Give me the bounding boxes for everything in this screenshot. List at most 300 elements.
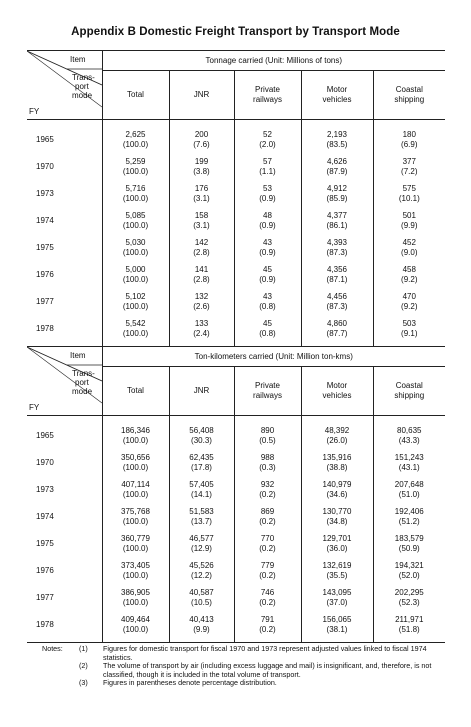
cell-total: [102, 261, 169, 288]
cell-value: 932: [260, 479, 275, 489]
cell-total: [102, 611, 169, 643]
cell-priv: [234, 288, 301, 315]
cell-total: [102, 416, 169, 450]
cell-percentage: (100.0): [122, 247, 149, 257]
col-private: Private railways: [234, 367, 301, 416]
fiscal-year: 1974: [36, 511, 54, 521]
cell-percentage: (100.0): [122, 166, 149, 176]
cell-value: 141: [194, 264, 209, 274]
cell-priv: [234, 584, 301, 611]
cell-percentage: (3.8): [193, 166, 210, 176]
cell-value: 192,406: [394, 506, 424, 516]
cell-percentage: (9.2): [401, 274, 418, 284]
cell-motor: [301, 120, 373, 154]
cell-value: 194,321: [394, 560, 424, 570]
cell-total: [102, 180, 169, 207]
cell-jnr: [169, 611, 234, 643]
tonnage-body: [27, 120, 445, 347]
corner-fy-label: FY: [29, 107, 40, 116]
cell-percentage: (0.8): [259, 301, 276, 311]
cell-coastal: [373, 234, 445, 261]
cell-motor: [301, 557, 373, 584]
cell-value: 132: [194, 291, 209, 301]
cell-value: 57,405: [189, 479, 214, 489]
cell-value: 360,779: [121, 533, 150, 543]
cell-percentage: (17.8): [191, 462, 212, 472]
fiscal-year: 1965: [36, 430, 54, 440]
fiscal-year: 1977: [36, 592, 54, 602]
cell-value: 988: [260, 452, 275, 462]
tonnage-unit-header: Tonnage carried (Unit: Millions of tons): [102, 51, 445, 71]
table-row: [27, 120, 445, 154]
cell-value: 53: [263, 183, 272, 193]
cell-percentage: (7.2): [401, 166, 418, 176]
fiscal-year: 1974: [36, 215, 54, 225]
col-jnr: JNR: [169, 367, 234, 416]
cell-priv: [234, 180, 301, 207]
tonkm-body: [27, 416, 445, 643]
cell-percentage: (100.0): [122, 139, 149, 149]
cell-value: 869: [260, 506, 275, 516]
fiscal-year: 1973: [36, 188, 54, 198]
col-coastal: Coastal shipping: [373, 71, 445, 120]
cell-percentage: (3.1): [193, 220, 210, 230]
cell-value: 503: [402, 318, 416, 328]
cell-value: 4,626: [326, 156, 348, 166]
cell-value: 156,065: [322, 614, 352, 624]
cell-motor: [301, 234, 373, 261]
cell-percentage: (0.9): [259, 247, 276, 257]
cell-priv: [234, 530, 301, 557]
page-title: Appendix B Domestic Freight Transport by Transport Mode: [71, 26, 400, 38]
cell-coastal: [373, 153, 445, 180]
cell-percentage: (51.2): [398, 516, 420, 526]
cell-value: 5,000: [125, 264, 146, 274]
cell-percentage: (12.2): [191, 570, 212, 580]
cell-percentage: (30.3): [191, 435, 212, 445]
fiscal-year: 1970: [36, 457, 54, 467]
table-row: [27, 503, 445, 530]
cell-value: 779: [260, 560, 275, 570]
cell-coastal: [373, 557, 445, 584]
fiscal-year: 1976: [36, 565, 54, 575]
cell-motor: [301, 288, 373, 315]
cell-percentage: (100.0): [122, 489, 149, 499]
cell-value: 45: [263, 318, 272, 328]
cell-percentage: (86.1): [326, 220, 348, 230]
notes: [42, 645, 452, 688]
cell-value: 40,587: [189, 587, 214, 597]
cell-priv: [234, 261, 301, 288]
cell-coastal: [373, 584, 445, 611]
table-row: [27, 207, 445, 234]
cell-percentage: (100.0): [122, 301, 149, 311]
cell-percentage: (51.8): [398, 624, 420, 634]
cell-percentage: (100.0): [122, 328, 149, 338]
cell-coastal: [373, 476, 445, 503]
cell-percentage: (100.0): [122, 597, 149, 607]
cell-percentage: (9.9): [401, 220, 418, 230]
cell-total: [102, 449, 169, 476]
cell-priv: [234, 120, 301, 154]
table-row: [27, 234, 445, 261]
col-total: Total: [102, 71, 169, 120]
corner-fy-label: FY: [29, 403, 40, 412]
cell-percentage: (2.0): [259, 139, 276, 149]
cell-value: 373,405: [121, 560, 150, 570]
cell-value: 202,295: [394, 587, 424, 597]
cell-value: 377: [402, 156, 416, 166]
cell-motor: [301, 503, 373, 530]
col-private: Private railways: [234, 71, 301, 120]
cell-percentage: (34.6): [326, 489, 348, 499]
cell-value: 770: [260, 533, 275, 543]
corner-mode-line2: port: [75, 82, 89, 91]
cell-percentage: (0.2): [259, 516, 276, 526]
cell-percentage: (87.9): [326, 166, 348, 176]
cell-value: 143,095: [322, 587, 352, 597]
corner-mode-line1: Trans-: [72, 73, 95, 82]
cell-percentage: (38.8): [326, 462, 348, 472]
cell-motor: [301, 476, 373, 503]
cell-value: 4,356: [326, 264, 348, 274]
cell-percentage: (100.0): [122, 516, 149, 526]
cell-percentage: (38.1): [326, 624, 348, 634]
cell-value: 5,030: [125, 237, 146, 247]
cell-value: 133: [194, 318, 209, 328]
cell-jnr: [169, 449, 234, 476]
cell-value: 140,979: [322, 479, 352, 489]
cell-motor: [301, 416, 373, 450]
table-row: [27, 476, 445, 503]
cell-percentage: (37.0): [326, 597, 348, 607]
cell-value: 130,770: [322, 506, 352, 516]
cell-value: 791: [260, 614, 275, 624]
cell-percentage: (13.7): [191, 516, 212, 526]
cell-value: 4,912: [326, 183, 348, 193]
cell-percentage: (2.8): [193, 274, 210, 284]
cell-percentage: (2.6): [193, 301, 210, 311]
table-row: [27, 557, 445, 584]
cell-value: 4,456: [326, 291, 348, 301]
cell-jnr: [169, 261, 234, 288]
cell-percentage: (100.0): [122, 543, 149, 553]
note-2: (2) The volume of transport by air (including excess luggage and mail) is insignificant, and, therefore, is not classified, though it is included in the total volume of transport.: [79, 661, 432, 679]
cell-value: 407,114: [121, 479, 150, 489]
fiscal-year: 1973: [36, 484, 54, 494]
cell-total: [102, 234, 169, 261]
cell-percentage: (10.1): [398, 193, 420, 203]
cell-value: 501: [402, 210, 416, 220]
cell-percentage: (100.0): [122, 193, 149, 203]
fiscal-year: 1978: [27, 315, 102, 347]
cell-coastal: [373, 180, 445, 207]
cell-value: 183,579: [394, 533, 424, 543]
cell-motor: [301, 530, 373, 557]
cell-percentage: (83.5): [326, 139, 348, 149]
cell-value: 4,393: [326, 237, 348, 247]
cell-percentage: (100.0): [122, 462, 149, 472]
cell-value: 5,102: [125, 291, 146, 301]
cell-value: 45,526: [189, 560, 214, 570]
corner-mode-line2: port: [75, 378, 89, 387]
fiscal-year: 1978: [27, 611, 102, 643]
cell-value: 151,243: [394, 452, 424, 462]
cell-percentage: (34.8): [326, 516, 348, 526]
cell-percentage: (26.0): [326, 435, 348, 445]
table-row: [27, 180, 445, 207]
cell-coastal: [373, 261, 445, 288]
cell-value: 4,860: [326, 318, 348, 328]
cell-value: 2,625: [125, 129, 146, 139]
cell-percentage: (85.9): [326, 193, 348, 203]
cell-percentage: (87.3): [326, 247, 348, 257]
cell-percentage: (43.1): [398, 462, 420, 472]
cell-total: [102, 503, 169, 530]
cell-jnr: [169, 120, 234, 154]
cell-percentage: (51.0): [398, 489, 420, 499]
cell-value: 80,635: [397, 425, 422, 435]
cell-percentage: (0.8): [259, 328, 276, 338]
cell-percentage: (36.0): [326, 543, 348, 553]
cell-value: 458: [402, 264, 416, 274]
notes-label: Notes:: [42, 644, 63, 653]
cell-value: 199: [194, 156, 209, 166]
cell-coastal: [373, 288, 445, 315]
cell-percentage: (9.0): [401, 247, 418, 257]
cell-jnr: [169, 557, 234, 584]
cell-percentage: (100.0): [122, 435, 149, 445]
corner-item-label: Item: [70, 55, 86, 64]
corner-item-label: Item: [70, 351, 86, 360]
cell-jnr: [169, 153, 234, 180]
cell-priv: [234, 476, 301, 503]
cell-value: 48,392: [324, 425, 350, 435]
cell-percentage: (0.2): [259, 543, 276, 553]
cell-coastal: [373, 207, 445, 234]
cell-value: 5,259: [125, 156, 146, 166]
col-coastal: Coastal shipping: [373, 367, 445, 416]
cell-percentage: (9.2): [401, 301, 418, 311]
cell-total: [102, 315, 169, 347]
corner-mode-line3: mode: [72, 91, 93, 100]
cell-total: [102, 288, 169, 315]
cell-percentage: (7.6): [193, 139, 210, 149]
cell-value: 43: [263, 291, 272, 301]
cell-percentage: (50.9): [398, 543, 420, 553]
cell-priv: [234, 416, 301, 450]
cell-value: 45: [263, 264, 272, 274]
cell-coastal: [373, 449, 445, 476]
cell-value: 5,542: [125, 318, 146, 328]
fiscal-year: 1970: [36, 161, 54, 171]
cell-percentage: (0.9): [259, 274, 276, 284]
cell-coastal: [373, 503, 445, 530]
cell-total: [102, 557, 169, 584]
note-1: Notes: (1) Figures for domestic transport for fiscal 1970 and 1973 represent adjusted values linked to fiscal 1974 statistics.: [42, 644, 427, 662]
cell-percentage: (87.7): [326, 328, 348, 338]
cell-value: 51,583: [189, 506, 214, 516]
cell-percentage: (52.0): [398, 570, 420, 580]
table-row: [27, 153, 445, 180]
cell-percentage: (14.1): [191, 489, 212, 499]
cell-jnr: [169, 416, 234, 450]
note-3: (3) Figures in parentheses denote percentage distribution.: [79, 678, 277, 688]
cell-coastal: [373, 530, 445, 557]
cell-percentage: (9.9): [193, 624, 210, 634]
cell-motor: [301, 180, 373, 207]
cell-percentage: (0.3): [259, 462, 276, 472]
fiscal-year: 1976: [36, 269, 54, 279]
cell-percentage: (6.9): [401, 139, 418, 149]
cell-motor: [301, 449, 373, 476]
cell-jnr: [169, 315, 234, 347]
cell-value: 386,905: [121, 587, 150, 597]
cell-priv: [234, 503, 301, 530]
cell-value: 5,085: [125, 210, 146, 220]
cell-percentage: (0.2): [259, 597, 276, 607]
cell-total: [102, 530, 169, 557]
fiscal-year: 1975: [36, 242, 54, 252]
cell-value: 56,408: [189, 425, 214, 435]
cell-value: 575: [402, 183, 416, 193]
cell-value: 200: [194, 129, 209, 139]
cell-value: 135,916: [322, 452, 352, 462]
cell-value: 176: [194, 183, 209, 193]
tonkm-unit-header: Ton-kilometers carried (Unit: Million ton-kms): [102, 347, 445, 367]
cell-priv: [234, 611, 301, 643]
fiscal-year: 1977: [36, 296, 54, 306]
cell-priv: [234, 449, 301, 476]
col-motor: Motor vehicles: [301, 367, 373, 416]
cell-coastal: [373, 611, 445, 643]
cell-jnr: [169, 207, 234, 234]
cell-percentage: (0.9): [259, 193, 276, 203]
cell-total: [102, 476, 169, 503]
cell-value: 158: [194, 210, 209, 220]
cell-percentage: (87.3): [326, 301, 348, 311]
cell-value: 132,619: [322, 560, 352, 570]
fiscal-year: 1965: [36, 134, 54, 144]
cell-jnr: [169, 530, 234, 557]
cell-percentage: (43.3): [398, 435, 420, 445]
cell-percentage: (12.9): [191, 543, 212, 553]
tonnage-table: [27, 50, 445, 347]
col-jnr: JNR: [169, 71, 234, 120]
cell-value: 4,377: [326, 210, 348, 220]
table-row: [27, 416, 445, 450]
cell-percentage: (100.0): [122, 570, 149, 580]
cell-value: 211,971: [395, 614, 424, 624]
table-row: [27, 611, 445, 643]
cell-value: 142: [194, 237, 209, 247]
cell-total: [102, 584, 169, 611]
cell-percentage: (0.9): [259, 220, 276, 230]
cell-value: 470: [402, 291, 416, 301]
tonkm-table: [27, 346, 445, 643]
cell-priv: [234, 207, 301, 234]
corner-cell: [27, 347, 102, 416]
cell-value: 890: [260, 425, 275, 435]
cell-percentage: (2.8): [193, 247, 210, 257]
cell-value: 52: [263, 129, 272, 139]
col-total: Total: [102, 367, 169, 416]
cell-jnr: [169, 503, 234, 530]
cell-percentage: (100.0): [122, 274, 149, 284]
cell-priv: [234, 557, 301, 584]
cell-value: 57: [263, 156, 272, 166]
cell-value: 746: [260, 587, 275, 597]
cell-percentage: (1.1): [259, 166, 276, 176]
col-motor: Motor vehicles: [301, 71, 373, 120]
cell-motor: [301, 584, 373, 611]
cell-jnr: [169, 476, 234, 503]
cell-percentage: (35.5): [326, 570, 348, 580]
cell-jnr: [169, 234, 234, 261]
cell-total: [102, 153, 169, 180]
cell-percentage: (10.5): [191, 597, 212, 607]
cell-value: 129,701: [322, 533, 352, 543]
cell-percentage: (3.1): [193, 193, 210, 203]
table-row: [27, 449, 445, 476]
cell-motor: [301, 261, 373, 288]
cell-priv: [234, 315, 301, 347]
corner-mode-line1: Trans-: [72, 369, 95, 378]
cell-jnr: [169, 180, 234, 207]
cell-value: 46,577: [189, 533, 214, 543]
cell-value: 452: [402, 237, 416, 247]
cell-priv: [234, 153, 301, 180]
cell-percentage: (100.0): [122, 220, 149, 230]
cell-percentage: (0.5): [259, 435, 276, 445]
cell-percentage: (0.2): [259, 624, 276, 634]
table-row: [27, 288, 445, 315]
cell-value: 207,648: [394, 479, 424, 489]
cell-motor: [301, 153, 373, 180]
cell-total: [102, 207, 169, 234]
cell-value: 40,413: [189, 614, 214, 624]
table-row: [27, 261, 445, 288]
cell-motor: [301, 611, 373, 643]
cell-value: 62,435: [189, 452, 214, 462]
table-row: [27, 584, 445, 611]
cell-percentage: (2.4): [193, 328, 210, 338]
cell-jnr: [169, 288, 234, 315]
cell-percentage: (0.2): [259, 570, 276, 580]
cell-value: 2,193: [326, 129, 348, 139]
cell-priv: [234, 234, 301, 261]
table-row: [27, 530, 445, 557]
cell-percentage: (52.3): [398, 597, 420, 607]
corner-cell: [27, 51, 102, 120]
cell-value: 5,716: [125, 183, 146, 193]
table-row: [27, 315, 445, 347]
cell-total: [102, 120, 169, 154]
cell-value: 375,768: [121, 506, 150, 516]
cell-motor: [301, 207, 373, 234]
cell-value: 48: [263, 210, 272, 220]
cell-value: 186,346: [121, 425, 150, 435]
cell-percentage: (100.0): [122, 624, 149, 634]
cell-percentage: (0.2): [259, 489, 276, 499]
cell-motor: [301, 315, 373, 347]
cell-coastal: [373, 120, 445, 154]
corner-mode-line3: mode: [72, 387, 93, 396]
cell-jnr: [169, 584, 234, 611]
cell-coastal: [373, 315, 445, 347]
cell-value: 180: [402, 129, 416, 139]
cell-value: 350,656: [121, 452, 150, 462]
